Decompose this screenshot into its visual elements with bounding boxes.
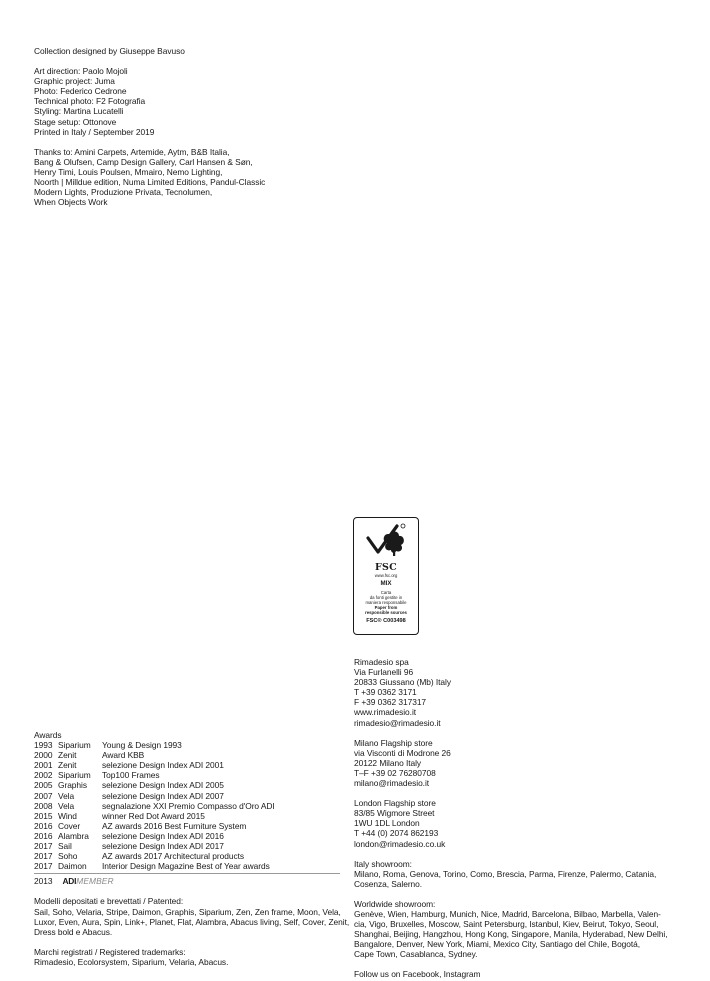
- patents-line: Dress bold e Abacus.: [34, 926, 113, 937]
- adi-member-year: 2013: [34, 876, 53, 887]
- award-year: 1993: [34, 740, 53, 751]
- london-store-line: 83/85 Wigmore Street: [354, 808, 435, 819]
- award-product: Wind: [58, 810, 77, 821]
- fsc-url: www.fsc.org: [374, 573, 398, 578]
- award-row: [34, 760, 340, 770]
- milano-store-line: 20122 Milano Italy: [354, 757, 422, 768]
- milano-store-line: Milano Flagship store: [354, 737, 433, 748]
- award-product: Sail: [58, 841, 72, 852]
- award-prize: AZ awards 2017 Architectural products: [102, 851, 244, 862]
- credit-line: Technical photo: F2 Fotografia: [34, 96, 146, 107]
- award-row: [34, 791, 340, 801]
- award-row: [34, 740, 340, 750]
- company-line: Rimadesio spa: [354, 657, 409, 667]
- award-row: [34, 811, 340, 821]
- italy-showroom-line: Cosenza, Salerno.: [354, 878, 423, 889]
- company-email-link[interactable]: rimadesio@rimadesio.it: [354, 717, 441, 728]
- award-year: 2007: [34, 790, 53, 801]
- credits-block: [34, 46, 265, 207]
- award-row: [34, 861, 340, 871]
- credit-line: Photo: Federico Cedrone: [34, 86, 127, 97]
- awards-title: Awards: [34, 730, 62, 740]
- award-year: 2008: [34, 800, 53, 811]
- award-product: Siparium: [58, 740, 91, 751]
- award-prize: AZ awards 2016 Best Furniture System: [102, 820, 247, 831]
- fsc-tree-checkmark-icon: [364, 522, 408, 558]
- award-prize: selezione Design Index ADI 2001: [102, 760, 224, 771]
- company-website-link[interactable]: www.rimadesio.it: [354, 707, 417, 718]
- award-product: Siparium: [58, 770, 91, 781]
- london-store-line: T +44 (0) 2074 862193: [354, 828, 439, 839]
- worldwide-showroom-line: Bangalore, Denver, New York, Miami, Mexico City, Santiago del Chile, Bogotá,: [354, 939, 641, 950]
- award-row: [34, 780, 340, 790]
- award-prize: Award KBB: [102, 750, 145, 761]
- milano-store-line: T–F +39 02 76280708: [354, 767, 436, 778]
- award-prize: winner Red Dot Award 2015: [102, 810, 205, 821]
- adi-member-row: [34, 876, 340, 886]
- fsc-mix: MIX: [380, 580, 392, 587]
- worldwide-showroom-line: Genève, Wien, Hamburg, Munich, Nice, Madrid, Barcelona, Bilbao, Marbella, Valen-: [354, 908, 661, 919]
- company-line: T +39 0362 3171: [354, 687, 417, 698]
- award-year: 2001: [34, 760, 53, 771]
- company-line: Via Furlanelli 96: [354, 667, 414, 678]
- award-product: Cover: [58, 820, 81, 831]
- fsc-label-en: responsible sources: [365, 610, 407, 615]
- award-row: [34, 821, 340, 831]
- award-product: Daimon: [58, 861, 87, 872]
- award-year: 2002: [34, 770, 53, 781]
- award-prize: selezione Design Index ADI 2005: [102, 780, 224, 791]
- thanks-line: Noorth | Milldue edition, Numa Limited Editions, Pandul-Classic: [34, 177, 266, 188]
- awards-table: [34, 740, 340, 871]
- award-prize: Young & Design 1993: [102, 740, 182, 751]
- fsc-code: FSC® C003498: [366, 618, 406, 624]
- adi-logo-bold: ADI: [62, 876, 77, 887]
- credit-line: Styling: Martina Lucatelli: [34, 106, 124, 117]
- award-product: Zenit: [58, 760, 77, 771]
- awards-divider: [34, 873, 340, 874]
- london-store-line: 1WU 1DL London: [354, 818, 420, 829]
- award-year: 2000: [34, 750, 53, 761]
- credit-line: Printed in Italy / September 2019: [34, 126, 155, 137]
- credit-line: Art direction: Paolo Mojoli: [34, 66, 128, 77]
- adi-member-logo: [62, 876, 113, 886]
- fsc-label-it: maniera responsabile: [365, 600, 407, 605]
- award-prize: segnalazione XXI Premio Compasso d'Oro ADI: [102, 800, 275, 811]
- award-product: Zenit: [58, 750, 77, 761]
- fsc-label-it: da fonti gestite in: [369, 595, 403, 600]
- credit-line: Graphic project: Juma: [34, 76, 115, 87]
- follow-social-line: Follow us on Facebook, Instagram: [354, 969, 481, 980]
- london-store-line: London Flagship store: [354, 798, 436, 809]
- thanks-line: Thanks to: Amini Carpets, Artemide, Aytm, B&B Italia,: [34, 146, 230, 157]
- worldwide-showroom-line: Cape Town, Casablanca, Sydney.: [354, 949, 478, 960]
- contacts-block: [354, 657, 668, 980]
- award-row: [34, 831, 340, 841]
- thanks-line: Henry Timi, Louis Poulsen, Mmairo, Nemo Lighting,: [34, 166, 223, 177]
- credit-line: Stage setup: Ottonove: [34, 116, 117, 127]
- fsc-label-it: Carta: [380, 590, 392, 595]
- award-product: Vela: [58, 800, 75, 811]
- thanks-line: Bang & Olufsen, Camp Design Gallery, Carl Hansen & Søn,: [34, 156, 253, 167]
- award-product: Soho: [58, 851, 78, 862]
- patents-title: Modelli depositati e brevettati / Patented:: [34, 896, 184, 907]
- award-row: [34, 841, 340, 851]
- award-year: 2016: [34, 820, 53, 831]
- fsc-logo-text: FSC: [374, 562, 398, 573]
- fsc-certification-badge: [353, 517, 419, 635]
- company-line: F +39 0362 317317: [354, 697, 427, 708]
- trademarks-title: Marchi registrati / Registered trademarks:: [34, 946, 186, 957]
- italy-showroom-line: Milano, Roma, Genova, Torino, Como, Brescia, Parma, Firenze, Palermo, Catania,: [354, 868, 657, 879]
- milano-store-line: via Visconti di Modrone 26: [354, 747, 451, 758]
- award-year: 2017: [34, 851, 53, 862]
- award-product: Graphis: [58, 780, 87, 791]
- award-year: 2017: [34, 861, 53, 872]
- award-prize: Top100 Frames: [102, 770, 160, 781]
- thanks-line: Modern Lights, Produzione Privata, Tecnolumen,: [34, 187, 213, 198]
- award-prize: selezione Design Index ADI 2016: [102, 830, 224, 841]
- award-year: 2005: [34, 780, 53, 791]
- worldwide-showroom-line: cia, Vigo, Bruxelles, Moscow, Saint Petersburg, Istanbul, Kiev, Beirut, Tokyo, Seoul,: [354, 919, 659, 930]
- trademarks-text: Rimadesio, Ecolorsystem, Siparium, Velaria, Abacus.: [34, 956, 229, 967]
- award-row: [34, 801, 340, 811]
- award-prize: selezione Design Index ADI 2017: [102, 841, 224, 852]
- patents-line: Sail, Soho, Velaria, Stripe, Daimon, Graphis, Siparium, Zen, Zen frame, Moon, Vela,: [34, 906, 341, 917]
- italy-showroom-line: Italy showroom:: [354, 858, 412, 869]
- milano-email-link[interactable]: milano@rimadesio.it: [354, 778, 430, 789]
- award-row: [34, 770, 340, 780]
- patents-line: Luxor, Even, Aura, Spin, Link+, Planet, Flat, Alambra, Abacus living, Self, Cover, Zenit,: [34, 916, 350, 927]
- thanks-line: When Objects Work: [34, 197, 108, 208]
- award-year: 2017: [34, 841, 53, 852]
- award-prize: selezione Design Index ADI 2007: [102, 790, 224, 801]
- adi-logo-thin: MEMBER: [76, 876, 114, 887]
- award-product: Vela: [58, 790, 75, 801]
- london-email-link[interactable]: london@rimadesio.co.uk: [354, 838, 446, 849]
- awards-block: [34, 730, 350, 967]
- worldwide-showroom-line: Worldwide showroom:: [354, 898, 436, 909]
- award-product: Alambra: [58, 830, 89, 841]
- fsc-label-en: Paper from: [374, 605, 398, 610]
- award-row: [34, 750, 340, 760]
- worldwide-showroom-line: Shanghai, Beijing, Hangzhou, Hong Kong, Singapore, Manila, Hyderabad, New Delhi,: [354, 929, 668, 940]
- award-year: 2016: [34, 830, 53, 841]
- award-year: 2015: [34, 810, 53, 821]
- company-line: 20833 Giussano (Mb) Italy: [354, 677, 451, 688]
- award-prize: Interior Design Magazine Best of Year awards: [102, 861, 270, 872]
- collection-credit: Collection designed by Giuseppe Bavuso: [34, 46, 185, 56]
- award-row: [34, 851, 340, 861]
